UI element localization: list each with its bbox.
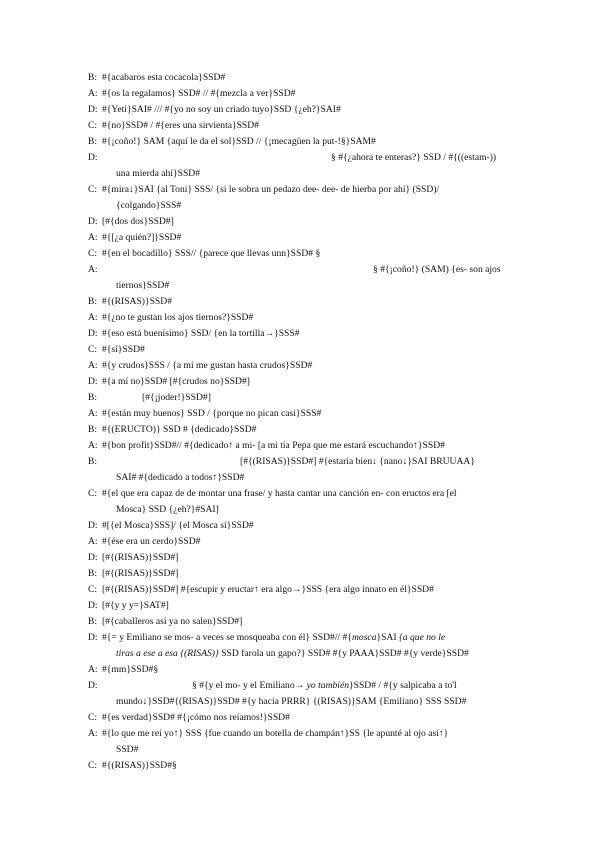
utterance-text: #{están muy buenos} SSD / {porque no pican casi}SSS#: [102, 408, 322, 419]
transcript-line: [88, 86, 558, 102]
utterance-text: }SAI: [376, 632, 399, 643]
utterance-text: SSD farola un gapo?} SSD# #{y PAAA}SSD# #{y verde}SSD#: [221, 648, 469, 659]
speaker-label: C:: [88, 712, 98, 723]
speaker-label: A:: [88, 408, 98, 419]
transcript-line: [88, 470, 558, 486]
transcript-line: [88, 342, 558, 358]
transcript-line: [88, 70, 558, 86]
speaker-label: D:: [88, 520, 98, 531]
utterance-text: #{a mí no}SSD# [#{crudos no}SSD#]: [102, 376, 250, 387]
transcript-line: [88, 726, 558, 742]
transcript-line: [88, 566, 558, 582]
speaker-label: B:: [88, 424, 98, 435]
transcript-line: [88, 390, 558, 406]
speaker-label: A:: [88, 88, 98, 99]
speaker-label: B:: [88, 296, 98, 307]
utterance-text: [#{(RISAS)}SSD#] #{escupir y eructar↑ era algo→}SSS {era algo innato en él}SSD#: [102, 584, 434, 595]
transcript-line: [88, 326, 558, 342]
speaker-label: C:: [88, 488, 98, 499]
transcript-line: [88, 758, 558, 774]
italic-aside: tiras a ese a esa {(RISAS)}: [116, 648, 219, 659]
speaker-label: D:: [88, 104, 98, 115]
utterance-text: #{es verdad}SSD# #{¡cómo nos reíamos!}SSD#: [102, 712, 290, 723]
transcript-line: [88, 422, 558, 438]
utterance-text: #{en el bocadillo} SSS// {parece que llevas unn}SSD# §: [102, 248, 321, 259]
transcript-line: [88, 358, 558, 374]
speaker-label: C:: [88, 760, 98, 771]
utterance-text: #{¿no te gustan los ajos tiernos?}SSD#: [102, 312, 254, 323]
utterance-text: #{os la regalamos} SSD# // #{mezcla a ver}SSD#: [102, 88, 296, 99]
utterance-text: #{y crudos}SSS / {a mí me gustan hasta crudos}SSD#: [102, 360, 313, 371]
transcript-line: [88, 118, 558, 134]
utterance-text: § #{y el mo- y el Emiliano→: [192, 680, 307, 691]
transcript-line: [88, 278, 558, 294]
transcript: [88, 70, 558, 774]
transcript-line: [88, 518, 558, 534]
transcript-line: [88, 694, 558, 710]
utterance-text: [#{(RISAS)}SSD#]: [102, 552, 179, 563]
transcript-line: [88, 630, 558, 646]
utterance-text: [#{y y y=}SAT#]: [102, 600, 169, 611]
transcript-line: [88, 262, 558, 278]
transcript-line: [88, 502, 558, 518]
speaker-label: A:: [88, 536, 98, 547]
utterance-text: #{Yeti}SAI# /// #{yo no soy un criado tuyo}SSD {¿eh?}SAI#: [102, 104, 341, 115]
transcript-line: [88, 374, 558, 390]
speaker-label: D:: [88, 376, 98, 387]
speaker-label: C:: [88, 584, 98, 595]
utterance-text: SAI# #{dedicado a todos↑}SSD#: [116, 472, 245, 483]
utterance-text: #{(RISAS)}SSD#§: [102, 760, 177, 771]
transcript-line: [88, 550, 558, 566]
utterance-text: #{bon profit}SSD#// #{dedicado↑ a mi- [a mi tía Pepa que me estará escuchando↑}SSD#: [102, 440, 445, 451]
utterance-text: #{¡coño!} SAM {aquí le da el sol}SSD // {¡mecagüen la put-!§}SAM#: [102, 136, 376, 147]
transcript-line: [88, 102, 558, 118]
speaker-label: D:: [88, 632, 98, 643]
speaker-label: B:: [88, 616, 98, 627]
transcript-line: [88, 150, 558, 166]
utterance-text: #{= y Emiliano se mos- a veces se mosqueaba con él} SSD#// #{: [102, 632, 352, 643]
speaker-label: B:: [88, 568, 98, 579]
italic-word: mosca: [351, 632, 377, 643]
speaker-label: A:: [88, 360, 98, 371]
transcript-line: [88, 294, 558, 310]
transcript-line: [88, 486, 558, 502]
transcript-line: [88, 230, 558, 246]
speaker-label: D:: [88, 600, 98, 611]
transcript-line: [88, 438, 558, 454]
transcript-line: [88, 134, 558, 150]
transcript-line: [88, 710, 558, 726]
utterance-text: § #{¿ahora te enteras?} SSD / #{((estam-)): [331, 152, 497, 163]
utterance-text: #{(RISAS)}SSD#: [102, 296, 172, 307]
utterance-text: [#{caballeros así ya no salen}SSD#]: [102, 616, 243, 627]
utterance-text: #{no}SSD# / #{eres una sirvienta}SSD#: [102, 120, 259, 131]
transcript-line: [88, 662, 558, 678]
speaker-label: A:: [88, 312, 98, 323]
speaker-label: B:: [88, 456, 98, 467]
utterance-text: mundo↓}SSD#{(RISAS)}SSD# #{y hacía PRRR} {(RISAS)}SAM {Emiliano} SSS SSD#: [116, 696, 467, 707]
utterance-text: [#{(RISAS)}SSD#] #{estaría bien↓ {nano↓}SAI BRUUAA}: [240, 456, 475, 467]
utterance-text: #[{el Mosca}SSS]/ {el Mosca sí}SSD#: [102, 520, 254, 531]
speaker-label: C:: [88, 184, 98, 195]
utterance-text: #{ése era un cerdo}SSD#: [102, 536, 201, 547]
utterance-text: #{[¿a quién?]}SSD#: [102, 232, 182, 243]
transcript-line: [88, 534, 558, 550]
speaker-label: D:: [88, 680, 98, 691]
speaker-label: D:: [88, 216, 98, 227]
transcript-line: [88, 246, 558, 262]
utterance-text: #{lo que me reí yo↑} SSS {fue cuando un botella de champán↑}SS {le apunté al ojo así↑}: [102, 728, 449, 739]
italic-aside: {a que no le: [398, 632, 446, 643]
utterance-text: [#{dos dos}SSD#]: [102, 216, 174, 227]
speaker-label: D:: [88, 552, 98, 563]
speaker-label: A:: [88, 264, 98, 275]
transcript-line: [88, 166, 558, 182]
transcript-line: [88, 214, 558, 230]
speaker-label: A:: [88, 728, 98, 739]
utterance-text: #{sí}SSD#: [102, 344, 145, 355]
speaker-label: B:: [88, 72, 98, 83]
utterance-text: [#{¡joder!}SSD#]: [142, 392, 211, 403]
speaker-label: B:: [88, 136, 98, 147]
utterance-text: #{mm}SSD#§: [102, 664, 159, 675]
transcript-line: [88, 614, 558, 630]
utterance-text: una mierda ahí}SSD#: [116, 168, 201, 179]
speaker-label: A:: [88, 232, 98, 243]
utterance-text: #{acabaros esta cocacola}SSD#: [102, 72, 226, 83]
transcript-line: [88, 582, 558, 598]
speaker-label: D:: [88, 328, 98, 339]
speaker-label: A:: [88, 440, 98, 451]
utterance-text: #{mira↓}SAI {al Toni} SSS/ {si le sobra un pedazo dee- dee- de hierba por ahí} (SSD)/: [102, 184, 440, 195]
speaker-label: A:: [88, 664, 98, 675]
utterance-text: Mosca} SSD {¿eh?}#SAI]: [116, 504, 219, 515]
transcript-line: [88, 598, 558, 614]
speaker-label: B:: [88, 392, 98, 403]
italic-word: yo también: [306, 680, 350, 691]
transcript-line: [88, 182, 558, 198]
utterance-text: }SSD# / #{y salpicaba a to'l: [349, 680, 457, 691]
transcript-line: [88, 310, 558, 326]
transcript-line: [88, 406, 558, 422]
transcript-line: [88, 742, 558, 758]
utterance-text: {colgando}SSS#: [116, 200, 182, 211]
speaker-label: D:: [88, 152, 98, 163]
utterance-text: § #{¡coño!} (SAM) {es- son ajos: [373, 264, 501, 275]
utterance-text: SSD#: [116, 744, 139, 755]
speaker-label: C:: [88, 344, 98, 355]
transcript-line: [88, 198, 558, 214]
speaker-label: C:: [88, 248, 98, 259]
utterance-text: #{eso está buenísimo} SSD/ {en la tortilla→}SSS#: [102, 328, 300, 339]
utterance-text: tiernos}SSD#: [116, 280, 170, 291]
transcript-line: [88, 646, 558, 662]
utterance-text: [#{(RISAS)}SSD#]: [102, 568, 179, 579]
transcript-line: [88, 678, 558, 694]
utterance-text: #{(ERUCTO)} SSD # {dedicado}SSD#: [102, 424, 257, 435]
utterance-text: #{el que era capaz de de montar una frase/ y hasta cantar una canción en- con eructos era [el: [102, 488, 457, 499]
speaker-label: C:: [88, 120, 98, 131]
transcript-line: [88, 454, 558, 470]
